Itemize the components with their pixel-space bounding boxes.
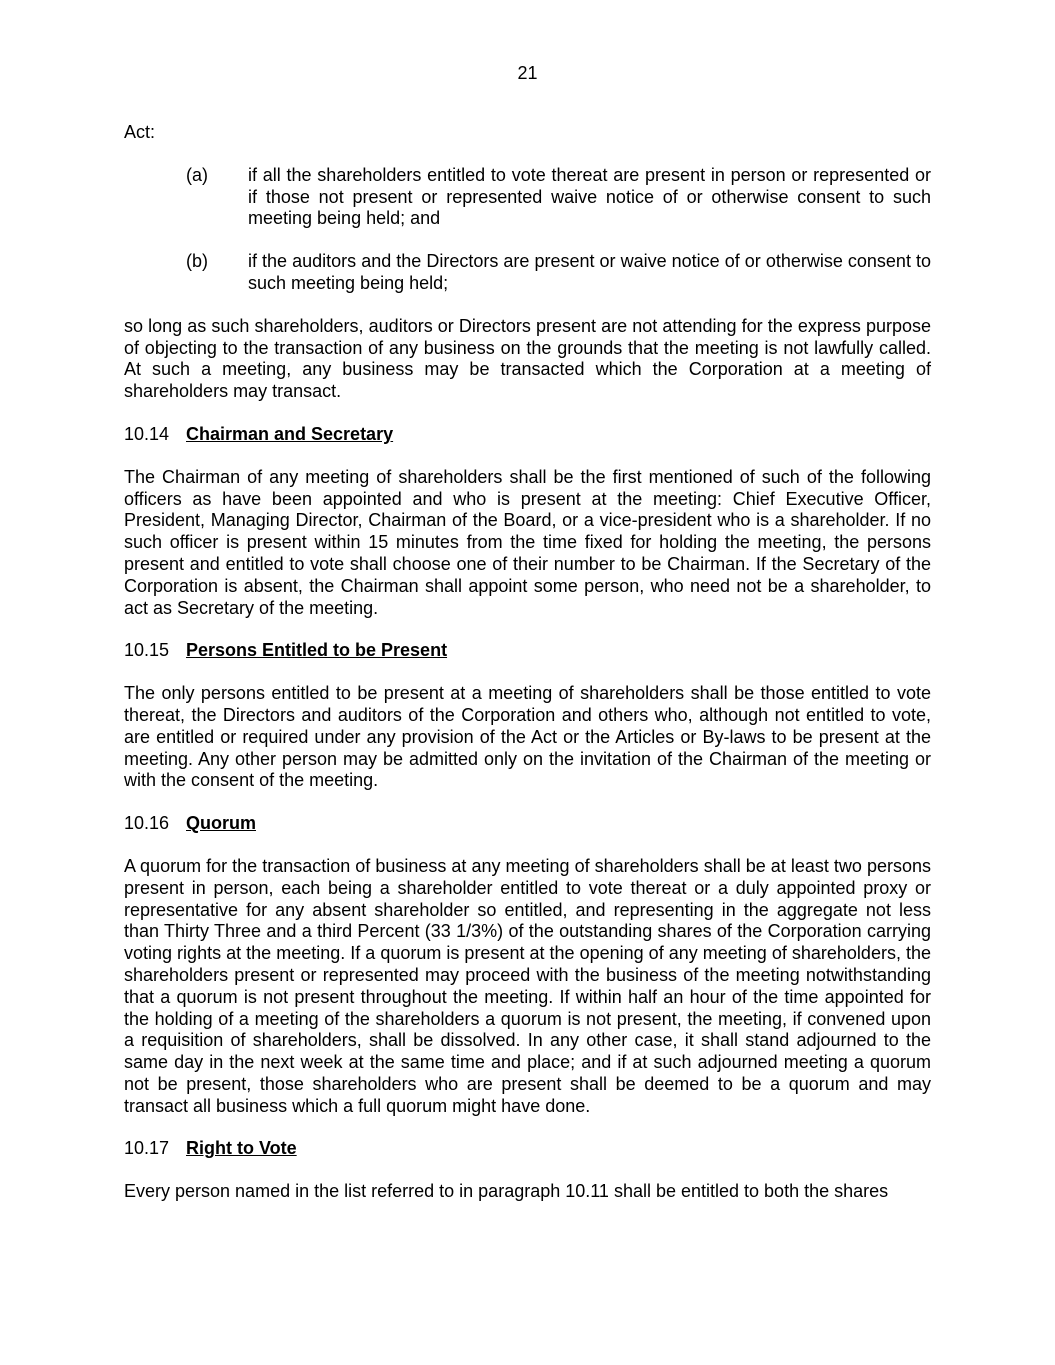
list-item-a (124, 165, 931, 230)
section-number: 10.14 (124, 423, 170, 444)
page-number: 21 (517, 63, 538, 83)
list-item-b (124, 251, 931, 295)
section-body-10-15: The only persons entitled to be present at a meeting of shareholders shall be those entitled to vote thereat, the Directors and auditors of the Corporation and others who, although not entitled to vote, are entitled or required under any provision of the Act or the Articles or By-laws to be present at the meeting. Any other person may be admitted only on the invitation of the Chairman of the meeting or with the consent of the meeting. (124, 683, 931, 791)
section-body-10-14: The Chairman of any meeting of shareholders shall be the first mentioned of such of the following officers as have been appointed and who is present at the meeting: Chief Executive Officer, President, Managing Director, Chairman of the Board, or a vice-president who is a shareholder. If no such officer is present within 15 minutes from the time fixed for holding the meeting, the persons present and entitled to vote shall choose one of their number to be Chairman. If the Secretary of the Corporation is absent, the Chairman shall appoint some person, who need not be a shareholder, to act as Secretary of the meeting. (124, 466, 931, 618)
list-item-label: (b) (186, 251, 208, 272)
section-number: 10.16 (124, 813, 170, 834)
section-title: Quorum (186, 813, 256, 834)
section-body-10-16: A quorum for the transaction of business at any meeting of shareholders shall be at least two persons present in person, each being a shareholder entitled to vote thereat or a duly appointed proxy or representative for any absent shareholder so entitled, and representing in the aggregate not less than Thirty Three and a third Percent (33 1/3%) of the outstanding shares of the Corporation carrying voting rights at the meeting. If a quorum is present at the opening of any meeting of shareholders, the shareholders present or represented may proceed with the business of the meeting notwithstanding that a quorum is not present throughout the meeting. If within half an hour of the time appointed for the holding of a meeting of the shareholders a quorum is not present, the meeting, if convened upon a requisition of shareholders, shall be dissolved. In any other case, it shall stand adjourned to the same day in the next week at the same time and place; and if at such adjourned meeting a quorum not be present, those shareholders who are present shall be deemed to be a quorum and may transact all business which a full quorum might have done. (124, 855, 931, 1116)
list-item-text: if all the shareholders entitled to vote thereat are present in person or represented or if those not present or represented waive notice of or otherwise consent to such meeting being held; and (248, 164, 931, 229)
section-heading-10-14 (124, 424, 931, 446)
section-title: Persons Entitled to be Present (186, 640, 448, 661)
document-body (124, 122, 931, 1203)
section-number: 10.17 (124, 1138, 170, 1159)
section-body-10-17: Every person named in the list referred to in paragraph 10.11 shall be entitled to both the shares (124, 1181, 889, 1202)
section-heading-10-17 (124, 1138, 931, 1160)
list-item-text: if the auditors and the Directors are present or waive notice of or otherwise consent to such meeting being held; (248, 251, 931, 293)
section-number: 10.15 (124, 640, 170, 661)
list-item-label: (a) (186, 164, 208, 185)
section-title: Chairman and Secretary (186, 423, 394, 444)
section-heading-10-15 (124, 640, 931, 662)
section-title: Right to Vote (186, 1138, 297, 1159)
closing-paragraph: so long as such shareholders, auditors or Directors present are not attending for the express purpose of objecting to the transaction of any business on the grounds that the meeting is not lawfully called. At such a meeting, any business may be transacted which the Corporation at a meeting of shareholders may transact. (124, 315, 931, 402)
lead-text: Act: (124, 122, 156, 142)
section-heading-10-16 (124, 813, 931, 835)
